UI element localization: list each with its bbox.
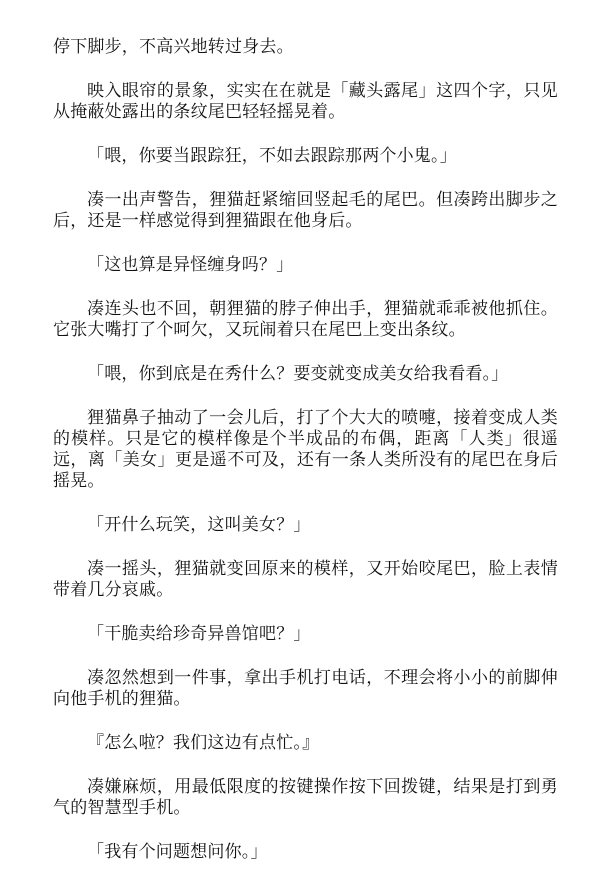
dialogue-line: 「喂，你要当跟踪狂，不如去跟踪那两个小鬼。」	[87, 146, 457, 166]
paragraph: 映入眼帘的景象，实实在在就是「藏头露尾」这四个字，只见从掩蔽处露出的条纹尾巴轻轻摇晃着。	[53, 81, 558, 122]
paragraph: 凑嫌麻烦，用最低限度的按键操作按下回拨键，结果是打到勇气的智慧型手机。	[53, 777, 558, 818]
dialogue-line: 「我有个问题想问你。」	[87, 842, 268, 862]
paragraph: 狸猫鼻子抽动了一会儿后，打了个大大的喷嚏，接着变成人类的模样。只是它的模样像是个半成品的布偶，距离「人类」很遥远，离「美女」更是遥不可及，还有一条人类所没有的尾巴在身后摇晃。	[53, 408, 558, 491]
paragraph: 凑一出声警告，狸猫赶紧缩回竖起毛的尾巴。但凑跨出脚步之后，还是一样感觉得到狸猫跟在他身后。	[53, 190, 558, 231]
phone-dialogue-line: 『怎么啦？我们这边有点忙。』	[87, 733, 320, 753]
page-body	[53, 37, 558, 886]
dialogue-line: 「喂，你到底是在秀什么？要变就变成美女给我看看。」	[87, 364, 509, 384]
paragraph: 凑一摇头，狸猫就变回原来的模样，又开始咬尾巴，脸上表情带着几分哀戚。	[53, 559, 558, 600]
dialogue-line: 「干脆卖给珍奇异兽馆吧？」	[87, 624, 311, 644]
paragraph: 凑忽然想到一件事，拿出手机打电话，不理会将小小的前脚伸向他手机的狸猫。	[53, 668, 558, 709]
dialogue-line: 「开什么玩笑，这叫美女？」	[87, 515, 311, 535]
dialogue-line: 「这也算是异怪缠身吗？」	[87, 255, 294, 275]
paragraph: 凑连头也不回，朝狸猫的脖子伸出手，狸猫就乖乖被他抓住。它张大嘴打了个呵欠，又玩闹着只在尾巴上变出条纹。	[53, 299, 558, 340]
paragraph: 停下脚步，不高兴地转过身去。	[53, 37, 294, 57]
